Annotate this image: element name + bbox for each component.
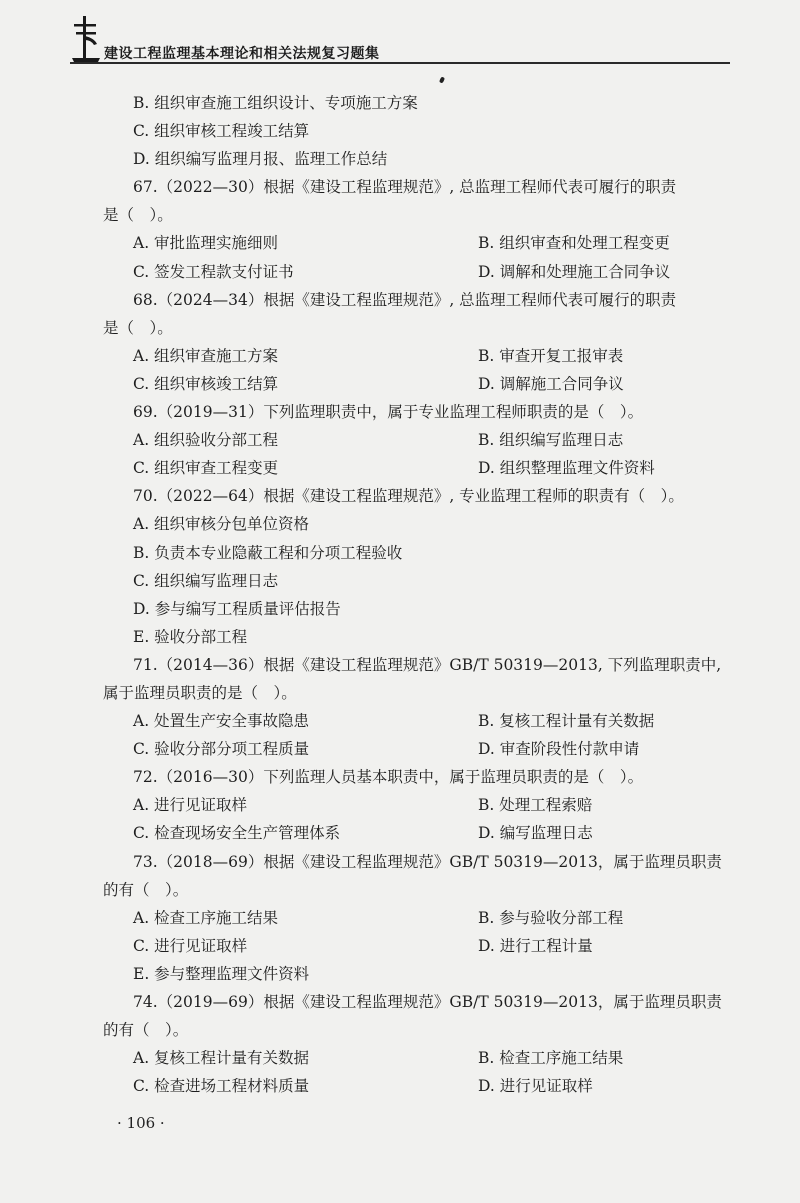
question-stem-continuation: 的有（ ）。 <box>103 880 189 899</box>
option-right: B. 检查工序施工结果 <box>478 1049 624 1068</box>
option-right: B. 组织审查和处理工程变更 <box>478 234 670 253</box>
option-left: A. 组织审查施工方案 <box>133 346 279 365</box>
option-right: D. 进行工程计量 <box>478 936 593 955</box>
question-stem: 70.（2022—64）根据《建设工程监理规范》, 专业监理工程师的职责有（ ）。 <box>133 487 684 506</box>
option-right: D. 调解施工合同争议 <box>478 374 624 393</box>
option-right: B. 组织编写监理日志 <box>478 431 624 450</box>
option-row <box>103 426 723 454</box>
option-left: A. 审批监理实施细则 <box>133 234 279 253</box>
question-stem: 71.（2014—36）根据《建设工程监理规范》GB/T 50319—2013, 下列监理职责中, <box>133 655 722 674</box>
option-row <box>103 819 723 847</box>
option-left: C. 进行见证取样 <box>133 936 248 955</box>
option-left: A. 检查工序施工结果 <box>133 908 279 927</box>
option-right: B. 审查开复工报审表 <box>478 346 624 365</box>
option-right: B. 处理工程索赔 <box>478 796 593 815</box>
option-left: C. 组织审查工程变更 <box>133 459 279 478</box>
option-row <box>103 707 723 735</box>
option-row <box>103 342 723 370</box>
ink-speck <box>439 76 445 83</box>
option-left: A. 进行见证取样 <box>133 796 248 815</box>
option-row <box>103 229 723 257</box>
option-line: E. 验收分部工程 <box>133 627 248 646</box>
option-right: D. 编写监理日志 <box>478 824 593 843</box>
option-row <box>103 370 723 398</box>
page-number: · 106 · <box>117 1114 165 1132</box>
question-stem: 72.（2016—30）下列监理人员基本职责中，属于监理员职责的是（ ）。 <box>133 768 644 787</box>
question-stem: 73.（2018—69）根据《建设工程监理规范》GB/T 50319—2013，属于监理员职责 <box>133 852 722 871</box>
question-stem-continuation: 是（ ）。 <box>103 206 173 225</box>
option-right: D. 进行见证取样 <box>478 1077 593 1096</box>
option-row <box>103 791 723 819</box>
question-stem: 74.（2019—69）根据《建设工程监理规范》GB/T 50319—2013，属于监理员职责 <box>133 993 722 1011</box>
header-rule <box>70 62 730 64</box>
option-left: A. 组织验收分部工程 <box>133 431 279 450</box>
option-right: D. 审查阶段性付款申请 <box>478 740 640 759</box>
header-title: 建设工程监理基本理论和相关法规复习题集 <box>104 46 380 62</box>
option-line: B. 负责本专业隐蔽工程和分项工程验收 <box>133 543 403 562</box>
option-row <box>103 258 723 286</box>
option-line: E. 参与整理监理文件资料 <box>133 964 310 983</box>
option-row <box>103 454 723 482</box>
question-stem: 68.（2024—34）根据《建设工程监理规范》, 总监理工程师代表可履行的职责 <box>133 290 677 309</box>
option-row <box>103 1044 723 1072</box>
book-logo-icon <box>70 14 102 64</box>
option-right: B. 参与验收分部工程 <box>478 908 624 927</box>
option-right: B. 复核工程计量有关数据 <box>478 712 655 731</box>
option-row <box>103 735 723 763</box>
option-line: D. 参与编写工程质量评估报告 <box>133 599 341 618</box>
option-right: D. 组织整理监理文件资料 <box>478 459 655 478</box>
option-right: D. 调解和处理施工合同争议 <box>478 262 671 281</box>
option-left: A. 复核工程计量有关数据 <box>133 1049 310 1068</box>
option-row <box>103 904 723 932</box>
option-left: C. 签发工程款支付证书 <box>133 262 294 281</box>
option-left: A. 处置生产安全事故隐患 <box>133 712 310 731</box>
question-stem-continuation: 属于监理员职责的是（ ）。 <box>103 683 297 702</box>
option-line: A. 组织审核分包单位资格 <box>133 515 310 534</box>
option-left: C. 检查进场工程材料质量 <box>133 1077 310 1096</box>
option-line: C. 组织审核工程竣工结算 <box>133 122 310 141</box>
option-line: B. 组织审查施工组织设计、专项施工方案 <box>133 94 418 112</box>
option-line: D. 组织编写监理月报、监理工作总结 <box>133 150 388 169</box>
option-row <box>103 932 723 960</box>
option-left: C. 检查现场安全生产管理体系 <box>133 824 341 843</box>
question-list <box>103 89 723 1100</box>
question-stem-continuation: 的有（ ）。 <box>103 1021 189 1040</box>
option-line: C. 组织编写监理日志 <box>133 571 279 590</box>
option-left: C. 组织审核竣工结算 <box>133 374 279 393</box>
option-left: C. 验收分部分项工程质量 <box>133 740 310 759</box>
option-row <box>103 1072 723 1100</box>
question-stem: 69.（2019—31）下列监理职责中，属于专业监理工程师职责的是（ ）。 <box>133 403 644 422</box>
question-stem: 67.（2022—30）根据《建设工程监理规范》, 总监理工程师代表可履行的职责 <box>133 178 677 197</box>
running-header <box>70 14 730 66</box>
question-stem-continuation: 是（ ）。 <box>103 318 173 337</box>
